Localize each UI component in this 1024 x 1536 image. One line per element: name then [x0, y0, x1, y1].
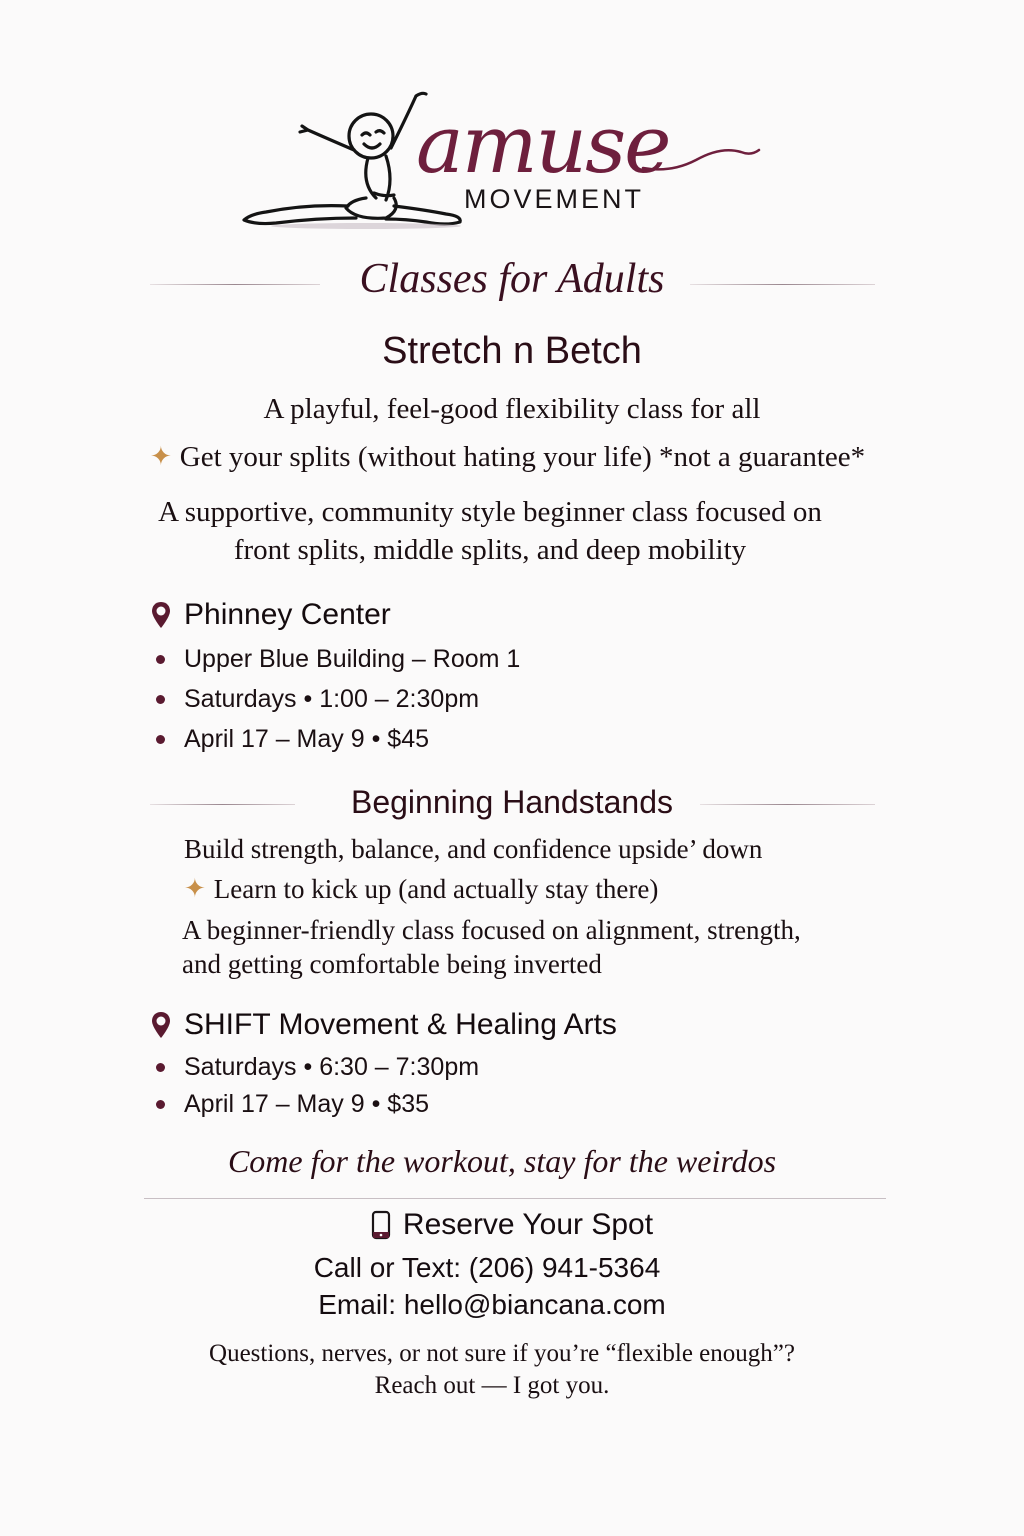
class2-location-name: SHIFT Movement & Healing Arts [184, 1008, 617, 1041]
class1-detail [150, 685, 479, 714]
class-title-handstands: Beginning Handstands [350, 784, 673, 820]
class2-highlight [184, 874, 658, 905]
reserve-title: Reserve Your Spot [402, 1208, 654, 1241]
email-link[interactable]: Email: hello@biancana.com [318, 1289, 666, 1320]
class1-description-line2: front splits, middle splits, and deep mobility [233, 534, 747, 566]
sparkle-icon: ✦ [150, 442, 172, 471]
amuse-movement-logo [236, 88, 766, 238]
class1-description-line1: A supportive, community style beginner class focused on [158, 496, 822, 528]
class1-detail [150, 725, 429, 754]
class2-location [150, 1008, 617, 1042]
reserve-note-line1: Questions, nerves, or not sure if you’re “flexible enough”? [209, 1340, 795, 1367]
class1-detail-text: Upper Blue Building – Room 1 [184, 645, 521, 673]
bullet-icon [156, 695, 165, 704]
class2-detail [150, 1090, 429, 1119]
bullet-icon [156, 1100, 165, 1109]
logo-subtitle: MOVEMENT [464, 184, 645, 214]
section-title: Classes for Adults [359, 256, 665, 302]
class1-highlight-text: Get your splits (without hating your life) *not a guarantee* [179, 441, 866, 473]
class2-highlight-text: Learn to kick up (and actually stay there) [213, 874, 659, 904]
phone-icon [371, 1210, 391, 1240]
class1-detail [150, 645, 520, 674]
class1-location [150, 598, 391, 632]
class-title-stretch: Stretch n Betch [382, 330, 642, 372]
class2-detail [150, 1053, 479, 1082]
map-pin-icon [150, 600, 172, 630]
class1-highlight [150, 441, 865, 474]
reserve-note-line2: Reach out — I got you. [374, 1372, 610, 1399]
map-pin-icon [150, 1010, 172, 1040]
class2-detail-text: Saturdays • 6:30 – 7:30pm [184, 1053, 480, 1081]
bullet-icon [156, 735, 165, 744]
class1-detail-text: Saturdays • 1:00 – 2:30pm [184, 685, 480, 713]
bullet-icon [156, 655, 165, 664]
class2-detail-text: April 17 – May 9 • $35 [184, 1090, 429, 1118]
logo-swash [641, 138, 761, 178]
logo-wordmark: amuse [416, 98, 670, 191]
class1-detail-text: April 17 – May 9 • $45 [184, 725, 429, 753]
reserve-heading [0, 1208, 1024, 1242]
class2-description-line1: A beginner-friendly class focused on alignment, strength, [182, 915, 801, 945]
class2-description-line2: and getting comfortable being inverted [182, 949, 602, 979]
class2-tagline: Build strength, balance, and confidence upside’ down [184, 834, 763, 864]
divider-full [144, 1198, 886, 1199]
phone-link[interactable]: Call or Text: (206) 941-5364 [313, 1252, 661, 1283]
slogan: Come for the workout, stay for the weirdos [227, 1143, 777, 1179]
sparkle-icon: ✦ [184, 874, 206, 903]
class1-location-name: Phinney Center [184, 598, 391, 631]
bullet-icon [156, 1063, 165, 1072]
class1-tagline: A playful, feel-good flexibility class for all [263, 393, 761, 425]
